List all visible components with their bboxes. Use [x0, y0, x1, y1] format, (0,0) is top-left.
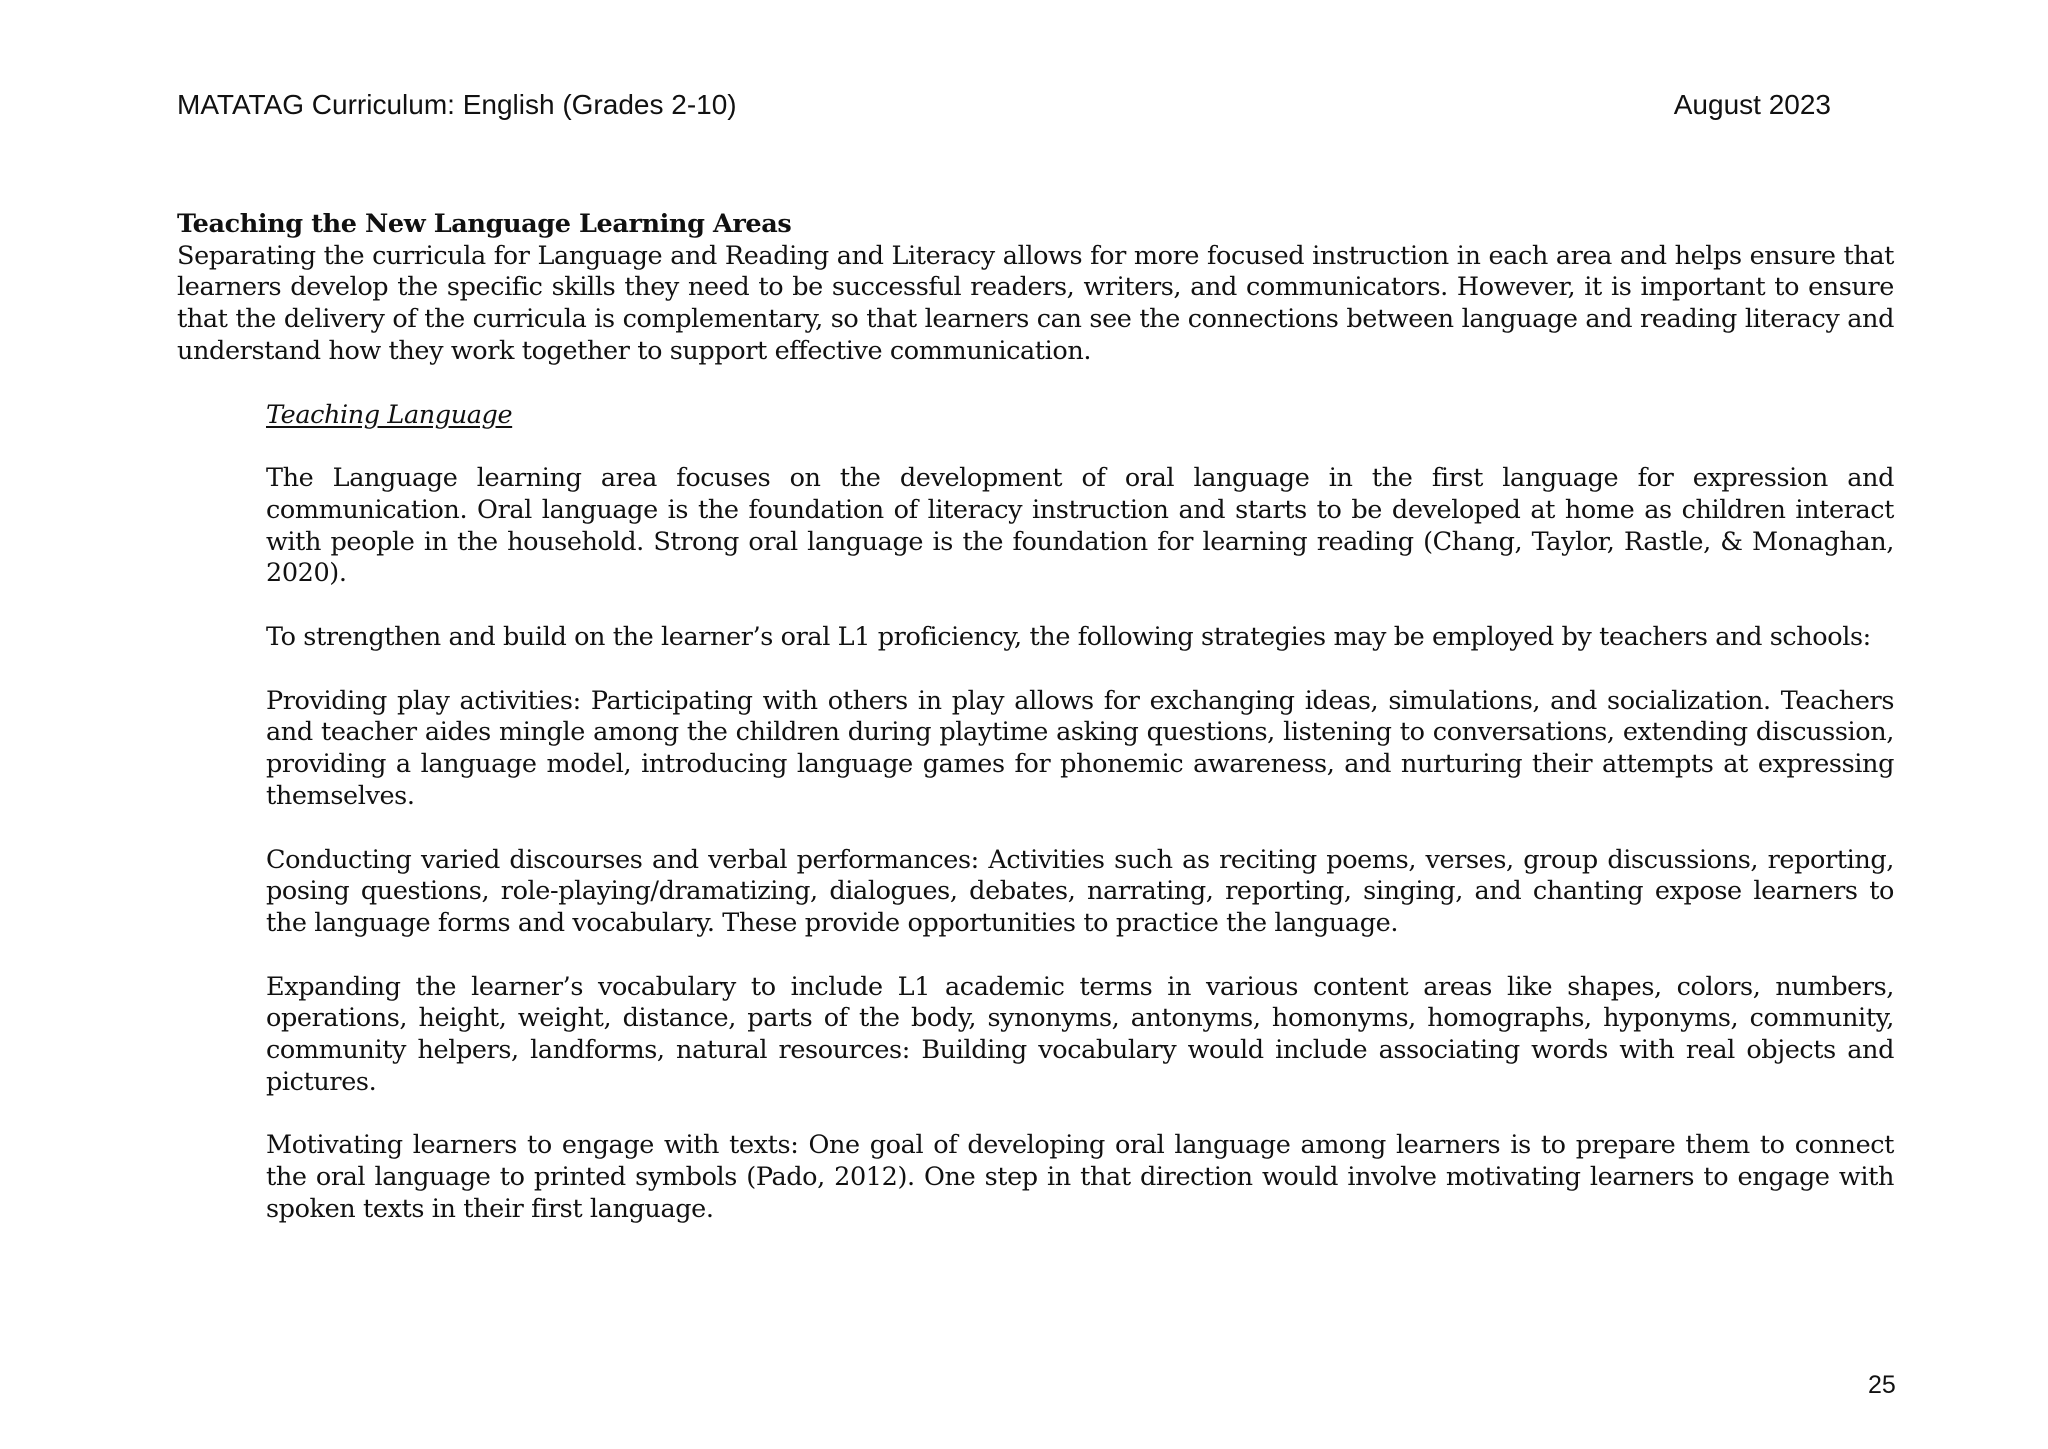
paragraph-strategies-intro: To strengthen and build on the learner’s oral L1 proficiency, the following strategies may be employed by teachers and schools:: [266, 622, 1871, 653]
page-content: [177, 209, 1894, 1226]
paragraph-oral-language: The Language learning area focuses on the development of oral language in the first language for expression and communication. Oral language is the foundation of literacy instruction and starts to be developed at home as children interact with people in the household. Strong oral language is the foundation for learning reading (Chang, Taylor, Rastle, & Monaghan, 2020).: [266, 463, 1894, 589]
paragraph-motivating-learners: Motivating learners to engage with texts: One goal of developing oral language among learners is to prepare them to connect the oral language to printed symbols (Pado, 2012). One step in that direction would involve motivating learners to engage with spoken texts in their first language.: [266, 1130, 1894, 1224]
paragraph-vocabulary: Expanding the learner’s vocabulary to include L1 academic terms in various content areas like shapes, colors, numbers, operations, height, weight, distance, parts of the body, synonyms, antonyms, homonyms, homographs, hyponyms, community, community helpers, landforms, natural resources: Building vocabulary would include associating words with real objects and pictures.: [266, 971, 1894, 1097]
document-date: August 2023: [1673, 89, 1831, 120]
page-header: [177, 88, 1831, 122]
intro-paragraph: Separating the curricula for Language and Reading and Literacy allows for more focused instruction in each area and helps ensure that learners develop the specific skills they need to be successful readers, writers, and communicators. However, it is important to ensure that the delivery of the curricula is complementary, so that learners can see the connections between language and reading literacy and understand how they work together to support effective communication.: [177, 240, 1894, 366]
section-heading: Teaching the New Language Learning Areas: [177, 209, 792, 239]
page-number: 25: [1868, 1371, 1896, 1399]
paragraph-play-activities: Providing play activities: Participating with others in play allows for exchanging ideas, simulations, and socialization. Teachers and teacher aides mingle among the children during playtime asking questions, listening to conversations, extending discussion, providing a language model, introducing language games for phonemic awareness, and nurturing their attempts at expressing themselves.: [266, 685, 1894, 811]
paragraph-discourses: Conducting varied discourses and verbal performances: Activities such as reciting poems, verses, group discussions, reporting, posing questions, role-playing/dramatizing, dialogues, debates, narrating, reporting, singing, and chanting expose learners to the language forms and vocabulary. These provide opportunities to practice the language.: [266, 844, 1894, 938]
document-title: MATATAG Curriculum: English (Grades 2-10): [177, 89, 737, 120]
subsection-heading: Teaching Language: [266, 399, 513, 430]
